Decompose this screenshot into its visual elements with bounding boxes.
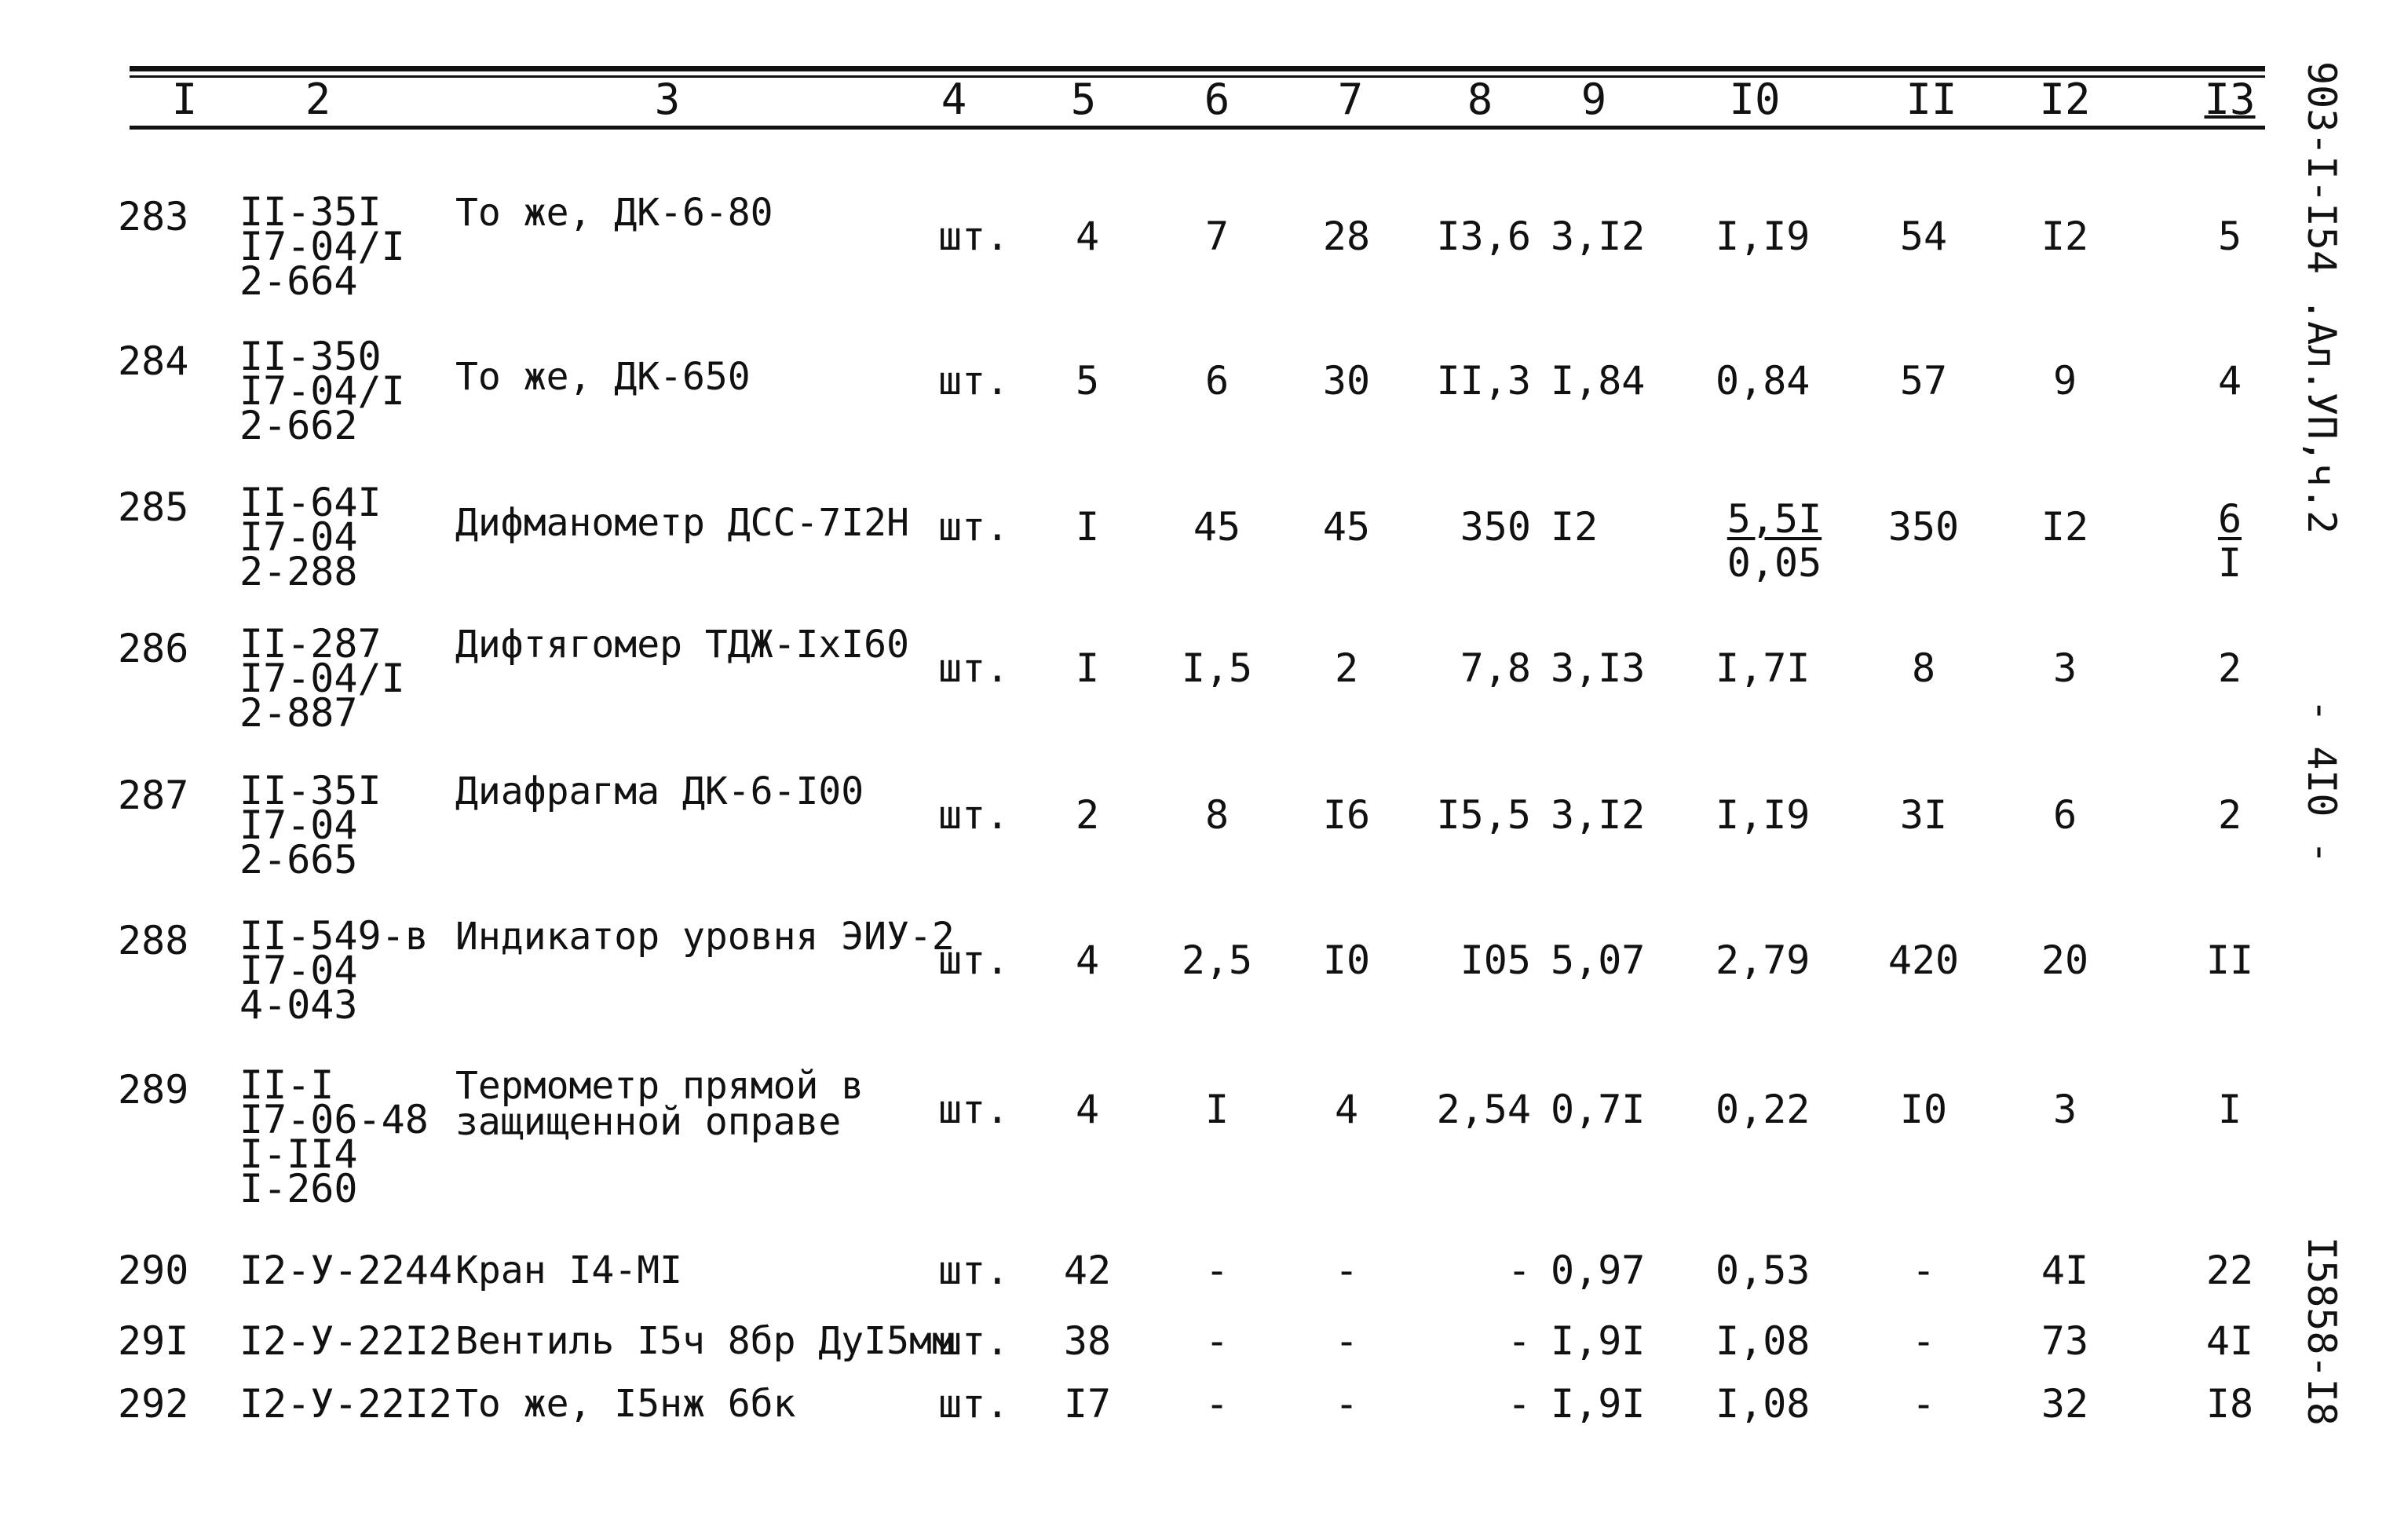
cell-c12: I2 xyxy=(2041,504,2089,550)
price-code-line: 2-664 xyxy=(239,258,358,304)
cell-c10: I,I9 xyxy=(1716,792,1811,838)
price-code-line: I7-04 xyxy=(239,514,358,560)
cell-c7: - xyxy=(1334,1318,1359,1364)
cell-c8: - xyxy=(1507,1248,1531,1293)
cell-c12: 20 xyxy=(2041,937,2089,983)
cell-n: 292 xyxy=(118,1381,189,1427)
cell-c12: 3 xyxy=(2052,645,2077,691)
col-header-10: I0 xyxy=(1729,75,1781,124)
cell-c12: I2 xyxy=(2041,214,2089,259)
cell-unit: шт. xyxy=(938,792,1010,838)
equipment-name-line: То же, ДК-6-80 xyxy=(455,191,773,235)
cell-c6: I xyxy=(1204,1087,1230,1132)
price-code-line: II-549-в xyxy=(239,913,429,959)
cell-c10: I,7I xyxy=(1716,645,1811,691)
top-rule xyxy=(130,66,2265,71)
cell-c7: I6 xyxy=(1322,792,1371,838)
cell-unit: шт. xyxy=(938,214,1010,259)
cell-equipment-name xyxy=(455,1248,942,1292)
cell-price-codes xyxy=(239,1248,452,1293)
cell-c9: 3,I3 xyxy=(1551,645,1646,691)
cell-n: 29I xyxy=(118,1318,189,1364)
cell-c13: 4 xyxy=(2217,358,2242,404)
cell-n: 283 xyxy=(118,194,189,239)
cell-c11: 3I xyxy=(1899,792,1948,838)
cell-unit: шт. xyxy=(938,358,1010,404)
cell-c10: I,08 xyxy=(1716,1318,1811,1364)
cell-c11: 54 xyxy=(1899,214,1948,259)
cell-c10: 0,84 xyxy=(1716,358,1811,404)
cell-c7: 45 xyxy=(1322,504,1371,550)
cell-c6: 2,5 xyxy=(1181,937,1253,983)
fraction-numerator: 6 xyxy=(2217,496,2242,542)
fraction-denominator: I xyxy=(2217,540,2242,586)
cell-c7: 2 xyxy=(1334,645,1359,691)
cell-c12: 9 xyxy=(2052,358,2077,404)
equipment-name-line: Вентиль I5ч 8бр ДуI5мм xyxy=(455,1319,955,1363)
cell-unit: шт. xyxy=(938,504,1010,550)
cell-n: 286 xyxy=(118,626,189,671)
cell-c6: 45 xyxy=(1193,504,1241,550)
cell-equipment-name xyxy=(455,191,942,235)
cell-c12: 3 xyxy=(2052,1087,2077,1132)
header-rule xyxy=(130,126,2265,130)
price-code-line: I-II4 xyxy=(239,1131,358,1177)
cell-c13: I8 xyxy=(2205,1381,2254,1427)
cell-c13: 5 xyxy=(2217,214,2242,259)
col-header-5: 5 xyxy=(1070,75,1097,124)
price-code-line: 4-043 xyxy=(239,982,358,1028)
cell-c11: I0 xyxy=(1899,1087,1948,1132)
cell-price-codes xyxy=(239,1318,452,1364)
cell-c6: 8 xyxy=(1204,792,1230,838)
cell-c6: - xyxy=(1204,1248,1230,1293)
cell-c13: II xyxy=(2205,937,2254,983)
price-code-line: I2-У-22I2 xyxy=(239,1318,452,1364)
price-code-line: I7-04 xyxy=(239,802,358,848)
cell-c13: I xyxy=(2217,1087,2242,1132)
cell-c8: I5,5 xyxy=(1436,792,1531,838)
equipment-name-line: Дифманометр ДСС-7I2Н xyxy=(455,501,909,545)
cell-c11: - xyxy=(1911,1318,1936,1364)
col-header-4: 4 xyxy=(941,75,967,124)
cell-c13: 2 xyxy=(2217,792,2242,838)
cell-c9: I2 xyxy=(1551,504,1599,550)
col-header-6: 6 xyxy=(1204,75,1230,124)
price-code-line: 2-662 xyxy=(239,403,358,448)
cell-c8: I3,6 xyxy=(1436,214,1531,259)
cell-c13: 2 xyxy=(2217,645,2242,691)
equipment-name-line: Диафрагма ДК-6-I00 xyxy=(455,769,864,813)
cell-unit: шт. xyxy=(938,1318,1010,1364)
col-header-9: 9 xyxy=(1580,75,1607,124)
equipment-name-line: Дифтягомер ТДЖ-IхI60 xyxy=(455,623,909,667)
cell-c5: 4 xyxy=(1075,214,1100,259)
cell-c10: I,08 xyxy=(1716,1381,1811,1427)
cell-c6: - xyxy=(1204,1381,1230,1427)
cell-c10: 0,22 xyxy=(1716,1087,1811,1132)
cell-c11: - xyxy=(1911,1248,1936,1293)
cell-c9: 3,I2 xyxy=(1551,792,1646,838)
cell-equipment-name xyxy=(455,1382,942,1426)
price-code-line: 2-288 xyxy=(239,549,358,594)
cell-unit: шт. xyxy=(938,1381,1010,1427)
cell-c5: 42 xyxy=(1063,1248,1112,1293)
col-header-7: 7 xyxy=(1337,75,1364,124)
cell-c7: 28 xyxy=(1322,214,1371,259)
cell-c8: 350 xyxy=(1460,504,1531,550)
price-code-line: II-35I xyxy=(239,189,382,235)
cell-n: 290 xyxy=(118,1248,189,1293)
cell-c6: 6 xyxy=(1204,358,1230,404)
fraction-denominator: 0,05 xyxy=(1727,540,1822,586)
cell-c13: 22 xyxy=(2205,1248,2254,1293)
cell-c12: 32 xyxy=(2041,1381,2089,1427)
cell-c10: 2,79 xyxy=(1716,937,1811,983)
cell-c5: I7 xyxy=(1063,1381,1112,1427)
cell-c7: - xyxy=(1334,1248,1359,1293)
cell-c13-fraction xyxy=(2183,497,2277,585)
cell-c10: 0,53 xyxy=(1716,1248,1811,1293)
cell-price-codes xyxy=(239,1381,452,1427)
cell-n: 289 xyxy=(118,1067,189,1113)
cell-c5: I xyxy=(1075,504,1100,550)
cell-c6: I,5 xyxy=(1181,645,1253,691)
col-header-3: 3 xyxy=(654,75,681,124)
fraction-numerator: 5,5I xyxy=(1727,496,1822,542)
cell-price-codes xyxy=(239,480,444,594)
price-code-line: I7-04/I xyxy=(239,224,405,269)
cell-equipment-name xyxy=(455,1064,942,1144)
equipment-name-line: То же, ДК-650 xyxy=(455,355,751,399)
cell-c8: - xyxy=(1507,1381,1531,1427)
equipment-name-line: Индикатор уровня ЭИУ-2 xyxy=(455,915,955,959)
side-label-document-code: 903-I-I54 .Ал.УП,ч.2 xyxy=(2299,61,2344,535)
cell-c7: 4 xyxy=(1334,1087,1359,1132)
cell-c8: II,3 xyxy=(1436,358,1531,404)
cell-c13: 4I xyxy=(2205,1318,2254,1364)
cell-c9: I,9I xyxy=(1551,1381,1646,1427)
cell-n: 287 xyxy=(118,773,189,818)
price-code-line: II-350 xyxy=(239,334,382,379)
price-code-line: I2-У-22I2 xyxy=(239,1381,452,1427)
cell-unit: шт. xyxy=(938,645,1010,691)
side-label-archive-number: I5858-I8 xyxy=(2299,1237,2344,1426)
cell-c9: I,84 xyxy=(1551,358,1646,404)
cell-c5: 4 xyxy=(1075,937,1100,983)
cell-c10-fraction xyxy=(1716,497,1833,585)
cell-c5: 5 xyxy=(1075,358,1100,404)
cell-price-codes xyxy=(239,913,444,1028)
cell-price-codes xyxy=(239,189,444,304)
price-code-line: 2-665 xyxy=(239,837,358,883)
price-code-line: I7-04 xyxy=(239,948,358,993)
cell-price-codes xyxy=(239,768,444,883)
col-header-11: II xyxy=(1906,75,1957,124)
price-code-line: I7-04/I xyxy=(239,656,405,701)
equipment-name-line: защищенной оправе xyxy=(455,1100,842,1144)
col-header-13: I3 xyxy=(2204,75,2256,124)
col-header-2: 2 xyxy=(305,75,331,124)
cell-c7: 30 xyxy=(1322,358,1371,404)
equipment-name-line: Термометр прямой в xyxy=(455,1064,864,1108)
price-code-line: I2-У-2244 xyxy=(239,1248,452,1293)
cell-c11: 420 xyxy=(1887,937,1960,983)
equipment-name-line: То же, I5нж 6бк xyxy=(455,1382,796,1426)
cell-c5: 4 xyxy=(1075,1087,1100,1132)
cell-equipment-name xyxy=(455,915,955,959)
cell-c5: I xyxy=(1075,645,1100,691)
cell-c9: 0,97 xyxy=(1551,1248,1646,1293)
cell-c5: 2 xyxy=(1075,792,1100,838)
side-label-page-number: - 4I0 - xyxy=(2299,699,2344,864)
col-header-1: I xyxy=(171,75,198,124)
cell-c11: 8 xyxy=(1911,645,1936,691)
cell-c11: 57 xyxy=(1899,358,1948,404)
col-header-8: 8 xyxy=(1467,75,1493,124)
cell-n: 285 xyxy=(118,484,189,530)
cell-equipment-name xyxy=(455,623,942,667)
cell-equipment-name xyxy=(455,355,942,399)
cell-c9: 5,07 xyxy=(1551,937,1646,983)
cell-c6: 7 xyxy=(1204,214,1230,259)
price-code-line: I-260 xyxy=(239,1166,358,1211)
price-code-line: II-287 xyxy=(239,621,382,667)
cell-c7: I0 xyxy=(1322,937,1371,983)
cell-c8: 7,8 xyxy=(1460,645,1531,691)
cell-price-codes xyxy=(239,1062,444,1211)
cell-price-codes xyxy=(239,621,444,736)
price-code-line: II-I xyxy=(239,1062,334,1108)
price-code-line: II-64I xyxy=(239,480,382,525)
cell-c9: I,9I xyxy=(1551,1318,1646,1364)
cell-c11: 350 xyxy=(1887,504,1960,550)
cell-c12: 73 xyxy=(2041,1318,2089,1364)
cell-equipment-name xyxy=(455,1319,955,1363)
cell-c11: - xyxy=(1911,1381,1936,1427)
cell-n: 288 xyxy=(118,918,189,963)
cell-c12: 6 xyxy=(2052,792,2077,838)
cell-c10: I,I9 xyxy=(1716,214,1811,259)
price-code-line: 2-887 xyxy=(239,690,358,736)
cell-unit: шт. xyxy=(938,937,1010,983)
cell-c8: I05 xyxy=(1460,937,1531,983)
price-code-line: I7-04/I xyxy=(239,368,405,414)
cell-c9: 0,7I xyxy=(1551,1087,1646,1132)
cell-c8: - xyxy=(1507,1318,1531,1364)
cell-unit: шт. xyxy=(938,1248,1010,1293)
cell-c12: 4I xyxy=(2041,1248,2089,1293)
cell-equipment-name xyxy=(455,769,942,813)
equipment-name-line: Кран I4-МI xyxy=(455,1248,682,1292)
col-header-12: I2 xyxy=(2039,75,2091,124)
cell-unit: шт. xyxy=(938,1087,1010,1132)
cell-c9: 3,I2 xyxy=(1551,214,1646,259)
cell-c5: 38 xyxy=(1063,1318,1112,1364)
cell-c6: - xyxy=(1204,1318,1230,1364)
price-code-line: I7-06-48 xyxy=(239,1097,429,1142)
cell-price-codes xyxy=(239,334,444,448)
cell-c7: - xyxy=(1334,1381,1359,1427)
cell-equipment-name xyxy=(455,501,942,545)
cell-c8: 2,54 xyxy=(1436,1087,1531,1132)
price-code-line: II-35I xyxy=(239,768,382,813)
cell-n: 284 xyxy=(118,338,189,384)
